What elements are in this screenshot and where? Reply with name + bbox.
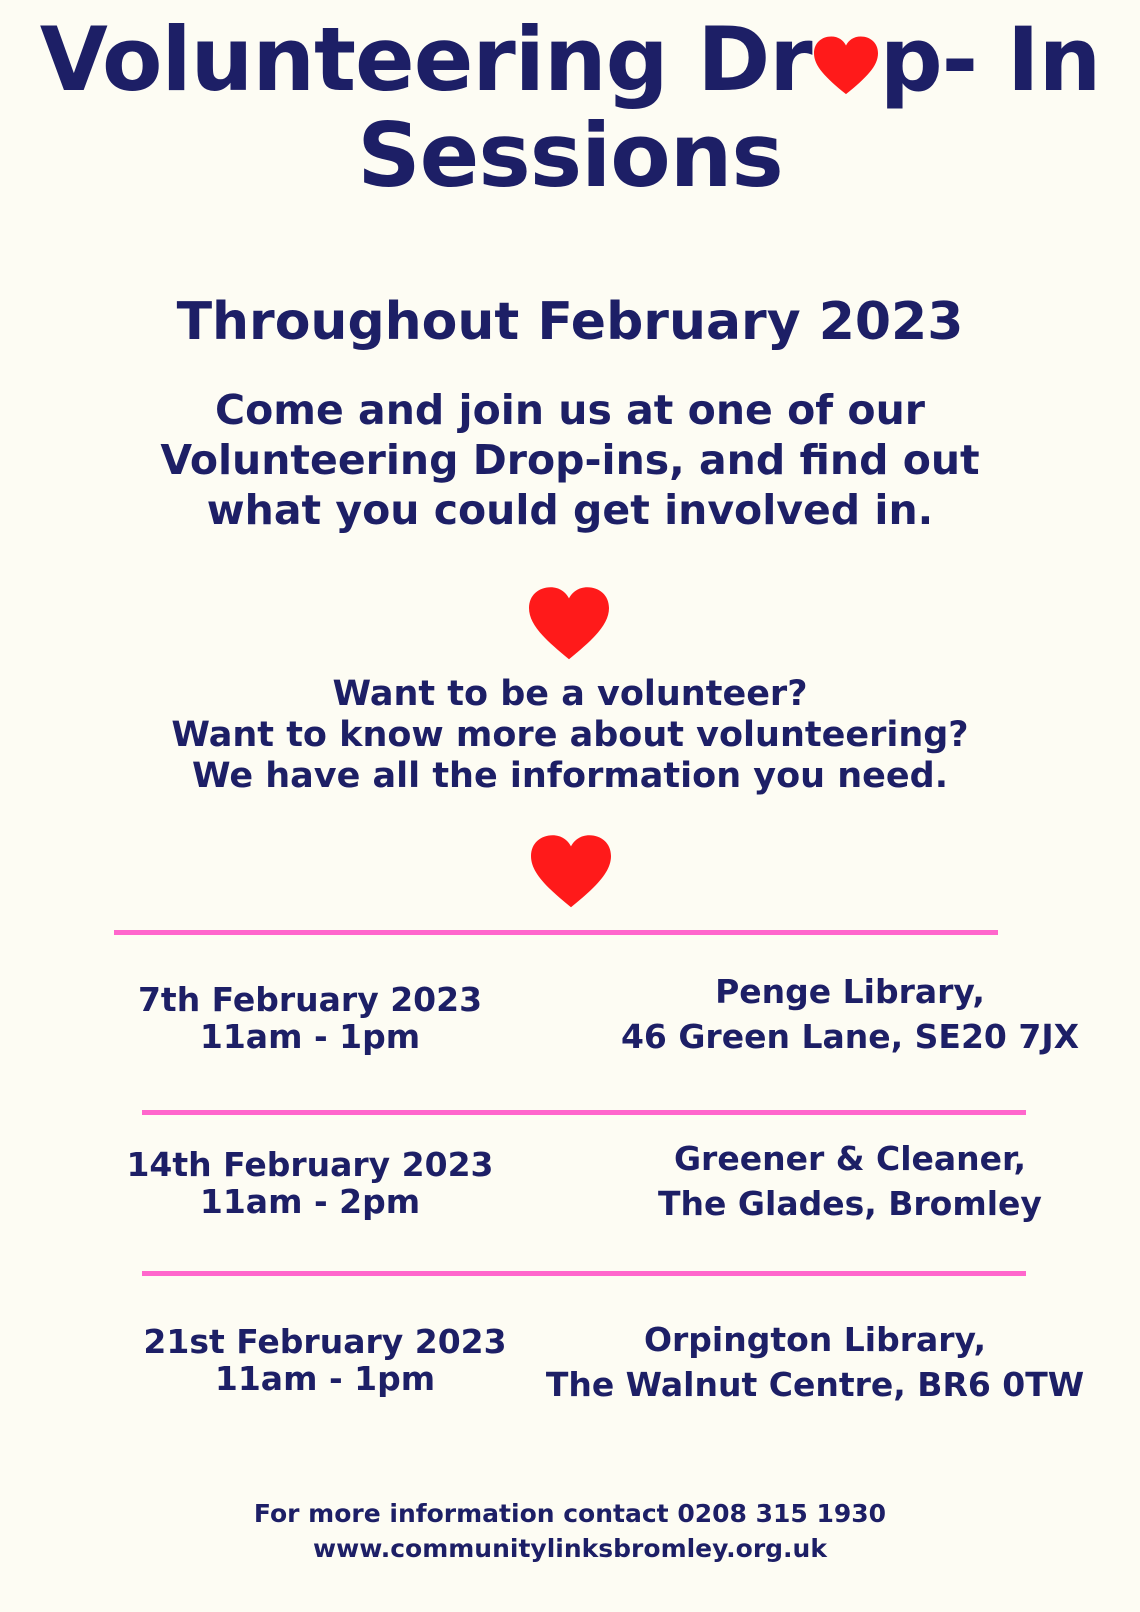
question-line: Want to know more about volunteering? [171,715,969,755]
divider [114,930,998,935]
title-line-2: Sessions [357,104,783,207]
session-time: 11am - 1pm [199,1017,421,1056]
venue-address: The Walnut Centre, BR6 0TW [545,1365,1085,1404]
session-date-time [110,1146,510,1220]
venue-name: Greener & Cleaner, [673,1139,1027,1178]
questions-paragraph [0,674,1140,797]
venue-name: Orpington Library, [643,1320,987,1359]
session-venue [580,1136,1120,1226]
footer-contact: For more information contact 0208 315 1930 [253,1499,887,1528]
title-line-1 [0,8,1140,111]
intro-line: what you could get involved in. [206,486,934,534]
session-date-time [120,1323,530,1397]
venue-address: The Glades, Bromley [658,1184,1042,1223]
footer [0,1496,1140,1566]
question-line: We have all the information you need. [191,756,949,796]
heart-icon [529,587,609,661]
session-venue [580,969,1120,1059]
session-time: 11am - 1pm [214,1359,436,1398]
session-venue [535,1317,1095,1407]
title-text-part-2: p- In [879,8,1101,111]
question-line: Want to be a volunteer? [332,674,808,714]
intro-line: Come and join us at one of our [215,386,925,434]
footer-website[interactable]: www.communitylinksbromley.org.uk [313,1534,827,1563]
session-date-time [110,981,510,1055]
heart-icon [814,36,878,96]
page-title [0,8,1140,207]
session-date: 21st February 2023 [143,1322,507,1361]
divider [142,1110,1026,1115]
intro-line: Volunteering Drop-ins, and find out [160,436,980,484]
subtitle: Throughout February 2023 [176,292,964,352]
heart-icon [531,835,611,909]
session-date: 7th February 2023 [137,980,483,1019]
title-text-part-1: Volunteering Dr [39,8,812,111]
venue-address: 46 Green Lane, SE20 7JX [620,1017,1080,1056]
intro-paragraph [0,385,1140,535]
divider [142,1271,1026,1276]
venue-name: Penge Library, [715,972,985,1011]
session-date: 14th February 2023 [126,1145,494,1184]
session-time: 11am - 2pm [199,1182,421,1221]
